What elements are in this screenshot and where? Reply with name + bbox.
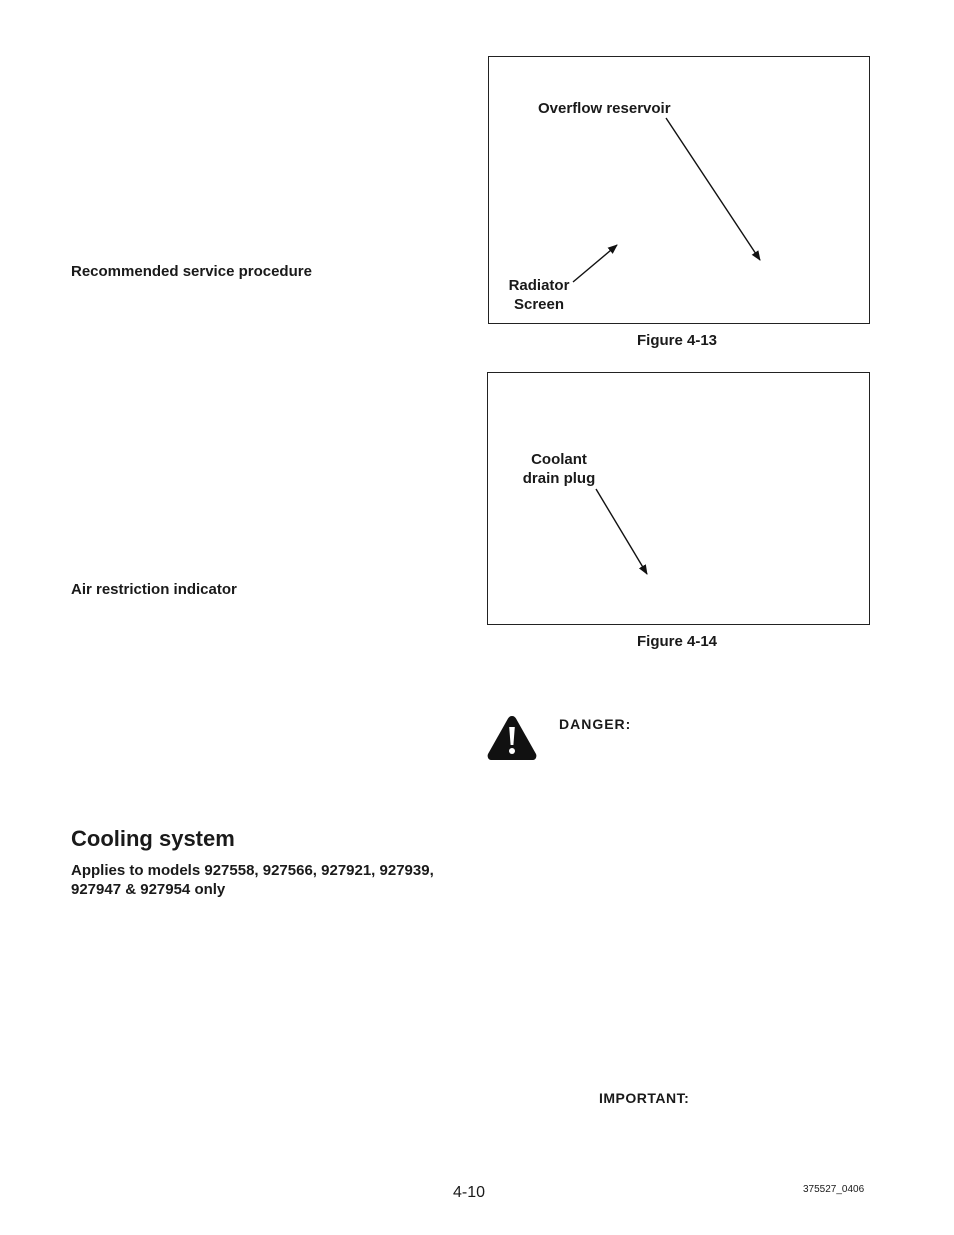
recommended-service-heading: Recommended service procedure [71, 263, 312, 280]
overflow-reservoir-callout: Overflow reservoir [538, 100, 671, 117]
important-label: IMPORTANT: [599, 1090, 690, 1106]
overflow-reservoir-arrow [666, 118, 760, 260]
cooling-subtitle-line-2: 927947 & 927954 only [71, 881, 226, 898]
radiator-callout-line-1: Radiator [508, 277, 570, 294]
coolant-callout-line-1: Coolant [531, 451, 587, 468]
coolant-callout-line-2: drain plug [522, 470, 596, 487]
air-restriction-heading: Air restriction indicator [71, 581, 237, 598]
cooling-subtitle-line-1: Applies to models 927558, 927566, 927921, 927939, [71, 862, 434, 879]
danger-label: DANGER: [559, 716, 632, 732]
warning-triangle-icon [486, 714, 538, 762]
figure-4-14-caption: Figure 4-14 [637, 633, 718, 650]
coolant-drain-plug-arrow [596, 489, 647, 574]
radiator-callout-line-2: Screen [513, 296, 565, 313]
figure-4-13-caption: Figure 4-13 [637, 332, 718, 349]
page-number: 4-10 [453, 1184, 486, 1201]
document-code: 375527_0406 [803, 1184, 865, 1195]
radiator-screen-arrow [573, 245, 617, 282]
cooling-system-title: Cooling system [71, 826, 235, 851]
